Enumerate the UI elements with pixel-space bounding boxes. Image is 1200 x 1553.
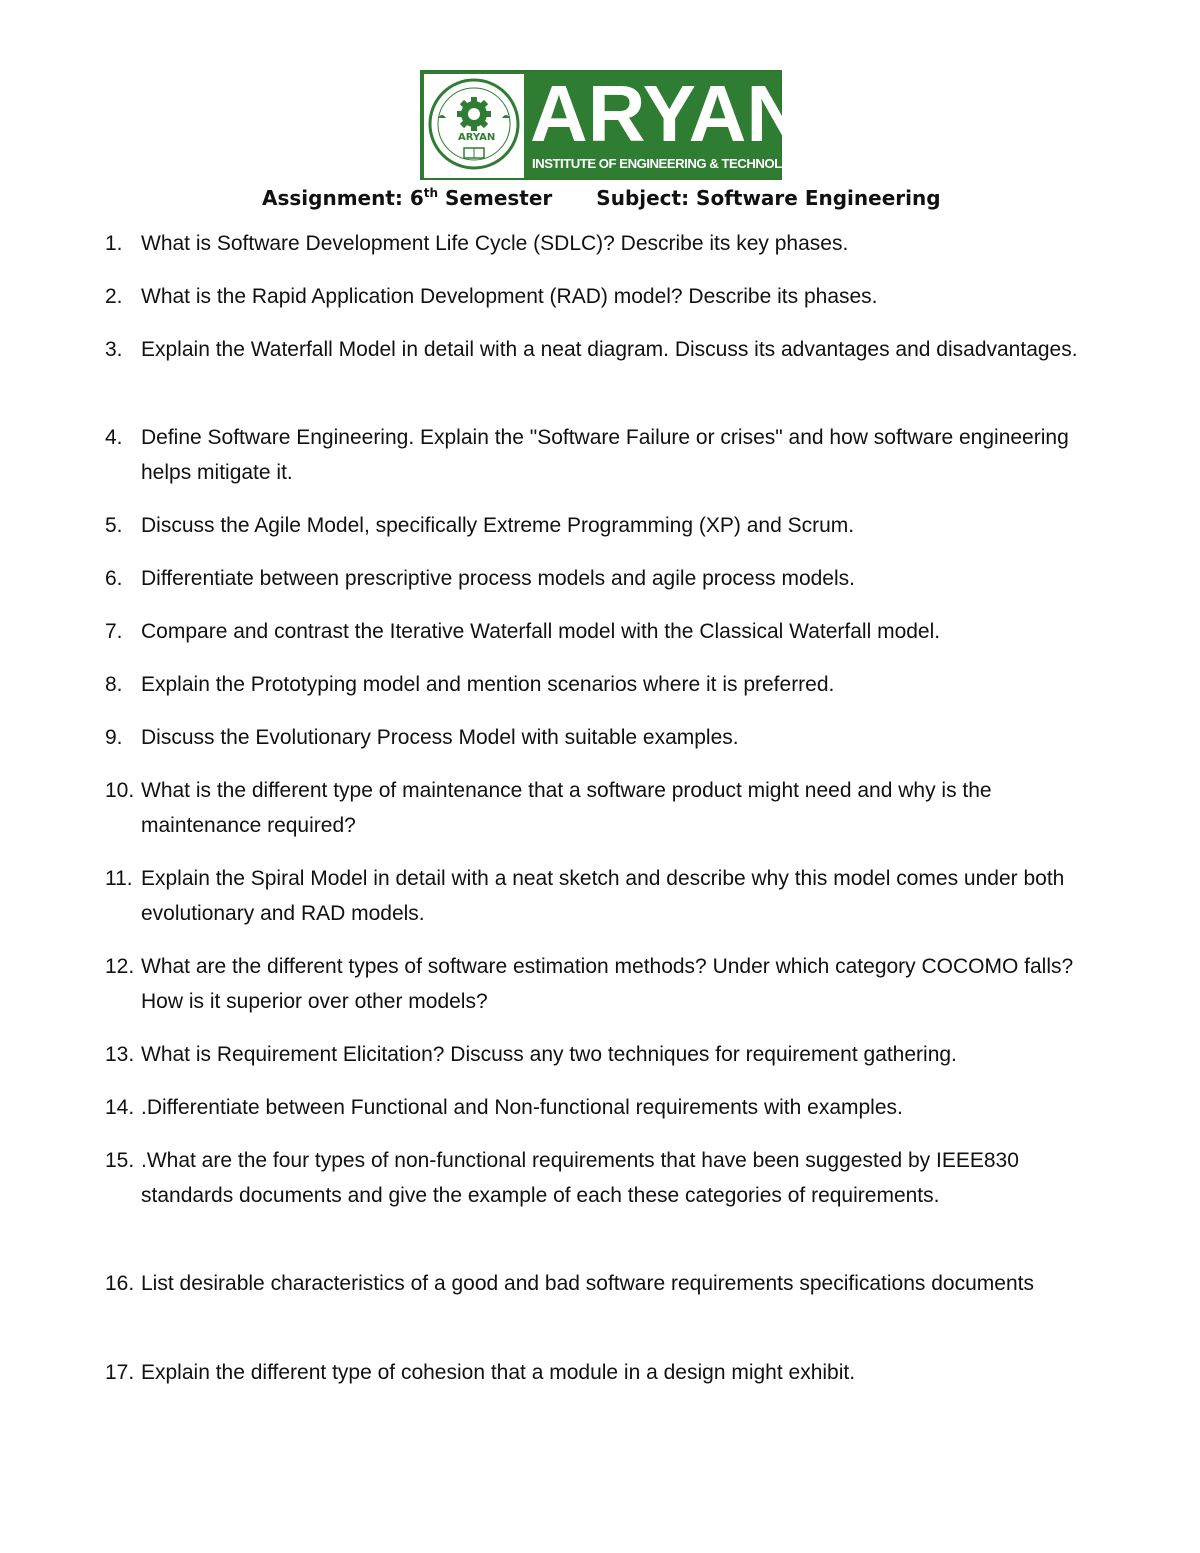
emblem-text: ARYAN — [458, 132, 496, 143]
question-number: 13. — [105, 1043, 135, 1066]
question-text: What is Requirement Elicitation? Discuss any two techniques for requirement gathering. — [141, 1043, 957, 1066]
question-number: 1. — [105, 232, 123, 255]
question-text: .What are the four types of non-functional requirements that have been suggested by IEEE830 standards documents and give the example of each these categories of requirements. — [141, 1149, 1019, 1207]
question-item — [105, 226, 1085, 261]
question-text: Discuss the Agile Model, specifically Extreme Programming (XP) and Scrum. — [141, 514, 855, 537]
question-item — [105, 561, 1085, 596]
question-item — [105, 720, 1085, 755]
question-item — [105, 1090, 1085, 1125]
assignment-semester: Semester — [438, 186, 553, 210]
question-number: 15. — [105, 1149, 135, 1172]
question-text: Differentiate between prescriptive process models and agile process models. — [141, 567, 855, 590]
question-number: 16. — [105, 1272, 135, 1295]
question-text: What is Software Development Life Cycle (SDLC)? Describe its key phases. — [141, 232, 849, 255]
question-text: Explain the Prototyping model and mention scenarios where it is preferred. — [141, 673, 835, 696]
question-text: What are the different types of software estimation methods? Under which category COCOMO falls? How is it superior over other models? — [141, 955, 1074, 1013]
question-text: Explain the Waterfall Model in detail with a neat diagram. Discuss its advantages and disadvantages. — [141, 338, 1078, 361]
question-text: What is the Rapid Application Development (RAD) model? Describe its phases. — [141, 285, 878, 308]
question-text: Define Software Engineering. Explain the "Software Failure or crises" and how software engineering helps mitigate it. — [141, 426, 1069, 484]
question-text: Explain the Spiral Model in detail with a neat sketch and describe why this model comes under both evolutionary and RAD models. — [141, 867, 1065, 925]
question-text: Discuss the Evolutionary Process Model with suitable examples. — [141, 726, 739, 749]
question-item — [105, 614, 1085, 649]
question-number: 8. — [105, 673, 123, 696]
question-item — [105, 1037, 1085, 1072]
question-item — [105, 1266, 1085, 1301]
question-item — [105, 949, 1085, 1019]
question-text: List desirable characteristics of a good and bad software requirements specifications documents — [141, 1272, 1034, 1295]
question-number: 10. — [105, 779, 135, 802]
question-number: 7. — [105, 620, 123, 643]
question-number: 9. — [105, 726, 123, 749]
question-text: Compare and contrast the Iterative Waterfall model with the Classical Waterfall model. — [141, 620, 941, 643]
question-number: 11. — [105, 867, 133, 890]
question-item — [105, 1143, 1085, 1213]
question-item — [105, 773, 1085, 843]
question-number: 2. — [105, 285, 123, 308]
question-item — [105, 332, 1085, 367]
question-number: 3. — [105, 338, 123, 361]
logo-wordmark: ARYAN — [530, 69, 805, 158]
subject-label: Subject: Software Engineering — [596, 186, 941, 210]
question-item — [105, 279, 1085, 314]
question-item — [105, 861, 1085, 931]
question-number: 6. — [105, 567, 123, 590]
question-item — [105, 508, 1085, 543]
question-item — [105, 1355, 1085, 1390]
assignment-label: Assignment: 6 — [262, 186, 424, 210]
question-text: .Differentiate between Functional and Non-functional requirements with examples. — [141, 1096, 903, 1119]
question-number: 17. — [105, 1361, 135, 1384]
question-number: 4. — [105, 426, 123, 449]
assignment-heading — [262, 183, 941, 213]
question-text: Explain the different type of cohesion that a module in a design might exhibit. — [141, 1361, 856, 1384]
institute-emblem — [424, 74, 524, 178]
question-number: 14. — [105, 1096, 135, 1119]
institute-logo — [420, 69, 810, 180]
question-number: 5. — [105, 514, 123, 537]
assignment-ordinal: th — [423, 186, 439, 200]
question-item — [105, 420, 1085, 490]
logo-subtitle: INSTITUTE OF ENGINEERING & TECHNOLOGY — [532, 156, 810, 171]
question-item — [105, 667, 1085, 702]
question-text: What is the different type of maintenance that a software product might need and why is the maintenance required? — [141, 779, 992, 837]
question-number: 12. — [105, 955, 135, 978]
